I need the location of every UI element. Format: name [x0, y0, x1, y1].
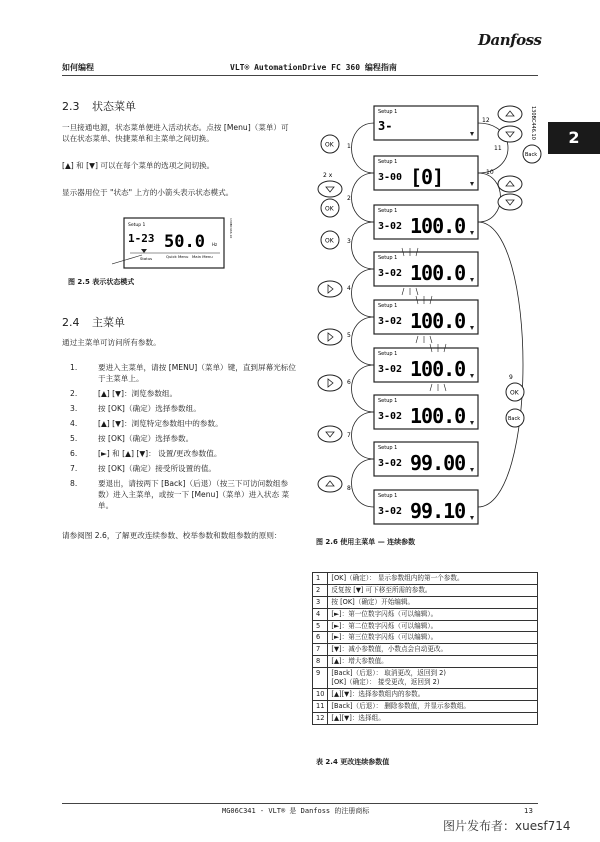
- section-number: 2.4: [62, 316, 80, 329]
- list-item: [70, 388, 298, 399]
- flow-arrow: [352, 317, 375, 365]
- table-cell-text: [328, 620, 538, 632]
- step-label: 11: [494, 145, 502, 152]
- section-title: 主菜单: [92, 316, 125, 329]
- table-cell-text: [328, 656, 538, 668]
- table-row: [313, 608, 538, 620]
- table-cell-text: [328, 632, 538, 644]
- danfoss-logo: Danfoss: [478, 31, 542, 49]
- chapter-tab: 2: [548, 122, 600, 154]
- table-row: [313, 712, 538, 724]
- lcd-param: 3-02: [378, 268, 403, 279]
- lcd-setup: Setup 1: [378, 303, 398, 309]
- table-cell-line: [▲]：增大参数值。: [331, 657, 388, 666]
- step-label: 12: [482, 117, 490, 124]
- flow-arrow: [478, 222, 523, 507]
- step-label: 4: [347, 285, 351, 292]
- table-caption: 表 2.4 更改连续参数值: [316, 758, 390, 766]
- lcd-value: 99.00: [410, 451, 466, 475]
- lcd-setup: Setup 1: [378, 493, 398, 499]
- paragraph: 请参阅图 2.6，了解更改连续参数、校举参数和数组参数的原则：: [62, 531, 282, 540]
- down-key-icon: [318, 181, 342, 197]
- ok-label: OK: [510, 389, 519, 397]
- table-cell-number: 9: [313, 668, 328, 689]
- figure-code: 130BC446.10: [229, 218, 233, 239]
- blink-ray: [416, 336, 418, 343]
- paragraph: 通过主菜单可访问所有参数。: [62, 338, 161, 347]
- table-cell-text: [328, 712, 538, 724]
- list-item-text: 要退出，请按两下 [Back]（后退）（按三下可访问数组参数）进入主菜单，或按一下 [Menu]（菜单）进入状态 菜单。: [98, 479, 290, 510]
- paragraph: [▲] 和 [▼] 可以在每个菜单的选项之间切换。: [62, 161, 215, 170]
- lcd-value: 100.0: [410, 404, 466, 428]
- table-row: [313, 688, 538, 700]
- table-cell-line: [▲][▼]：选择组。: [331, 713, 385, 722]
- section-number: 2.3: [62, 100, 80, 113]
- lcd-status-label: Status: [140, 256, 153, 261]
- figure-caption: 图 2.5 表示状态模式: [68, 278, 135, 286]
- table-cell-number: 1: [313, 573, 328, 585]
- list-item-text: 按 [OK]（确定）接受所设置的值。: [98, 464, 217, 473]
- lcd-setup: Setup 1: [378, 255, 398, 261]
- table-cell-line: 反复按 [▼] 可下移至所需的参数。: [331, 585, 432, 594]
- list-item-number: 7.: [70, 464, 78, 473]
- figure-caption: 图 2.6 使用主菜单 — 连续参数: [316, 538, 416, 546]
- table-cell-line: 按 [OK]（确定）开始编辑。: [331, 597, 415, 606]
- flow-arrow: [352, 173, 375, 222]
- step-label: 8: [347, 485, 351, 492]
- lcd-param: 3-02: [378, 316, 403, 327]
- table-cell-text: [328, 688, 538, 700]
- list-item-number: 6.: [70, 449, 78, 458]
- table-cell-text: [328, 584, 538, 596]
- down-key-icon: [498, 194, 522, 210]
- lcd-param: 3-02: [378, 411, 403, 422]
- down-key-icon: [498, 126, 522, 142]
- step-label: 2: [347, 195, 351, 202]
- param-change-table: [312, 572, 538, 725]
- table-cell-text: [328, 608, 538, 620]
- list-item-text: [►] 和 [▲] [▼]： 设置/更改参数值。: [98, 449, 222, 458]
- lcd-setup: Setup 1: [378, 109, 398, 115]
- list-item: [70, 362, 298, 384]
- list-item: [70, 403, 298, 414]
- section-2-3-heading: [62, 99, 136, 115]
- list-item: [70, 418, 298, 429]
- lcd-quick-label: Quick Menu: [166, 254, 189, 259]
- list-item: [70, 463, 298, 474]
- table-cell-line: [Back]（后退）： 删除参数值，并显示参数组。: [331, 701, 471, 710]
- paragraph: 一旦接通电源，状态菜单便进入活动状态。点按 [Menu]（菜单）可以在状态菜单、快捷菜单和主菜单之间切换。: [62, 123, 289, 143]
- lcd-param: 3-: [378, 119, 393, 133]
- step-label: 3: [347, 238, 351, 245]
- table-cell-number: 8: [313, 656, 328, 668]
- lcd-setup: Setup 1: [378, 445, 398, 451]
- page-number: 13: [524, 807, 533, 815]
- table-cell-line: [OK]（确定）： 显示参数组内的第一个参数。: [331, 574, 464, 582]
- flow-arrow: [352, 412, 375, 459]
- lcd-param: 3-02: [378, 221, 403, 232]
- table-cell-number: 3: [313, 596, 328, 608]
- table-cell-number: 12: [313, 712, 328, 724]
- lcd-value: 100.0: [410, 214, 466, 238]
- table-cell-number: 2: [313, 584, 328, 596]
- table-cell-text: [328, 700, 538, 712]
- table-cell-number: 5: [313, 620, 328, 632]
- list-item-text: 按 [OK]（确定）选择参数。: [98, 434, 194, 443]
- table-cell-number: 4: [313, 608, 328, 620]
- list-item: [70, 433, 298, 444]
- table-row: [313, 573, 538, 585]
- list-item-number: 5.: [70, 434, 78, 443]
- table-row: [313, 668, 538, 689]
- lcd-main-label: Main Menu: [192, 254, 213, 259]
- blink-ray: [402, 288, 404, 295]
- table-row: [313, 700, 538, 712]
- twox-label: 2 x: [323, 172, 333, 179]
- ok-label: OK: [325, 141, 334, 149]
- list-item: [70, 448, 298, 459]
- list-item-number: 8.: [70, 479, 78, 488]
- lcd-param: 3-02: [378, 458, 403, 469]
- list-item-number: 1.: [70, 363, 78, 372]
- lcd-value: 50.0: [164, 232, 205, 252]
- table-row: [313, 656, 538, 668]
- section-title: 状态菜单: [92, 100, 136, 113]
- blink-ray: [416, 288, 418, 295]
- up-key-icon: [318, 476, 342, 492]
- step-label: 9: [509, 374, 513, 381]
- flow-arrow: [352, 269, 375, 317]
- back-label: Back: [508, 416, 521, 422]
- list-item-number: 2.: [70, 389, 78, 398]
- lcd-param: 3-02: [378, 506, 403, 517]
- down-key-icon: [318, 426, 342, 442]
- lcd-param: 1-23: [128, 232, 155, 245]
- ok-label: OK: [325, 205, 334, 213]
- right-key-icon: [318, 281, 342, 297]
- table-cell-text: [328, 644, 538, 656]
- right-key-icon: [318, 375, 342, 391]
- table-cell-line: [►]：第三位数字闪烁（可以编辑）。: [331, 633, 438, 642]
- table-cell-line: [OK]（确定）： 接受更改，返回到 2): [331, 678, 440, 687]
- up-key-icon: [498, 176, 522, 192]
- table-cell-line: [▲][▼]：选择参数组内的参数。: [331, 689, 425, 698]
- blink-ray: [430, 384, 432, 391]
- footer-divider: [62, 803, 538, 804]
- up-key-icon: [498, 106, 522, 122]
- lcd-param: 3-02: [378, 364, 403, 375]
- step-label: 10: [486, 169, 494, 176]
- blink-ray: [430, 336, 432, 343]
- back-label: Back: [525, 152, 538, 158]
- table-cell-number: 6: [313, 632, 328, 644]
- lcd-setup: Setup 1: [378, 159, 398, 165]
- list-item: [70, 478, 298, 511]
- step-label: 5: [347, 332, 351, 339]
- table-cell-line: [►]：第一位数字闪烁（可以编辑）。: [331, 609, 438, 618]
- lcd-value: [0]: [410, 165, 444, 189]
- lcd-value: 100.0: [410, 309, 466, 333]
- table-cell-line: [▼]：减小参数值，小数点会自动更改。: [331, 645, 448, 654]
- table-row: [313, 620, 538, 632]
- ok-label: OK: [325, 237, 334, 245]
- table-cell-text: [328, 573, 538, 585]
- table-cell-line: [Back]（后退）： 取消更改，返回到 2): [331, 669, 446, 678]
- table-row: [313, 584, 538, 596]
- table-row: [313, 632, 538, 644]
- list-item-text: [▲] [▼]：浏览特定参数组中的参数。: [98, 419, 223, 428]
- step-label: 1: [347, 143, 351, 150]
- footer-text: MG06C341 - VLT® 是 Danfoss 的注册商标: [222, 807, 370, 815]
- list-item-text: 按 [OK]（确定）选择参数组。: [98, 404, 201, 413]
- lcd-setup: Setup 1: [378, 351, 398, 357]
- step-label: 7: [347, 432, 351, 439]
- table-row: [313, 644, 538, 656]
- flow-arrow: [352, 123, 375, 173]
- table-cell-number: 10: [313, 688, 328, 700]
- table-cell-text: [328, 596, 538, 608]
- lcd-value: 100.0: [410, 357, 466, 381]
- flow-arrow: [478, 173, 501, 222]
- steps-list: [70, 362, 298, 515]
- header-doc-title: VLT® AutomationDrive FC 360 编程指南: [230, 63, 397, 72]
- lcd-setup: Setup 1: [128, 223, 146, 228]
- lcd-setup: Setup 1: [378, 398, 398, 404]
- right-key-icon: [318, 329, 342, 345]
- section-2-4-heading: [62, 315, 125, 331]
- header-divider: [62, 75, 538, 76]
- table-cell-number: 7: [313, 644, 328, 656]
- list-item-text: 要进入主菜单，请按 [MENU]（菜单）键，直到屏幕光标位于主菜单上。: [98, 363, 296, 383]
- lcd-value: 100.0: [410, 261, 466, 285]
- list-item-text: [▲] [▼]：浏览参数组。: [98, 389, 178, 398]
- watermark: 图片发布者：xuesf714: [443, 819, 571, 833]
- step-label: 6: [347, 379, 351, 386]
- table-cell-number: 11: [313, 700, 328, 712]
- lcd-param: 3-00: [378, 172, 403, 183]
- status-mode-figure: [112, 214, 234, 272]
- blink-ray: [444, 384, 446, 391]
- table-cell-text: [328, 668, 538, 689]
- paragraph: 显示器用位于 "状态" 上方的小箭头表示状态模式。: [62, 188, 234, 197]
- header-section-title: 如何编程: [62, 63, 94, 72]
- figure-code: 130BC446.10: [530, 106, 536, 140]
- flow-arrow: [352, 222, 375, 269]
- lcd-value: 99.10: [410, 499, 466, 523]
- list-item-number: 4.: [70, 419, 78, 428]
- list-item-number: 3.: [70, 404, 78, 413]
- main-menu-flow-diagram: [310, 92, 545, 532]
- lcd-unit: Hz: [212, 242, 218, 247]
- lcd-setup: Setup 1: [378, 208, 398, 214]
- table-cell-line: [►]：第二位数字闪烁（可以编辑）。: [331, 621, 438, 630]
- flow-arrow: [352, 459, 375, 507]
- flow-arrow: [352, 365, 375, 412]
- table-row: [313, 596, 538, 608]
